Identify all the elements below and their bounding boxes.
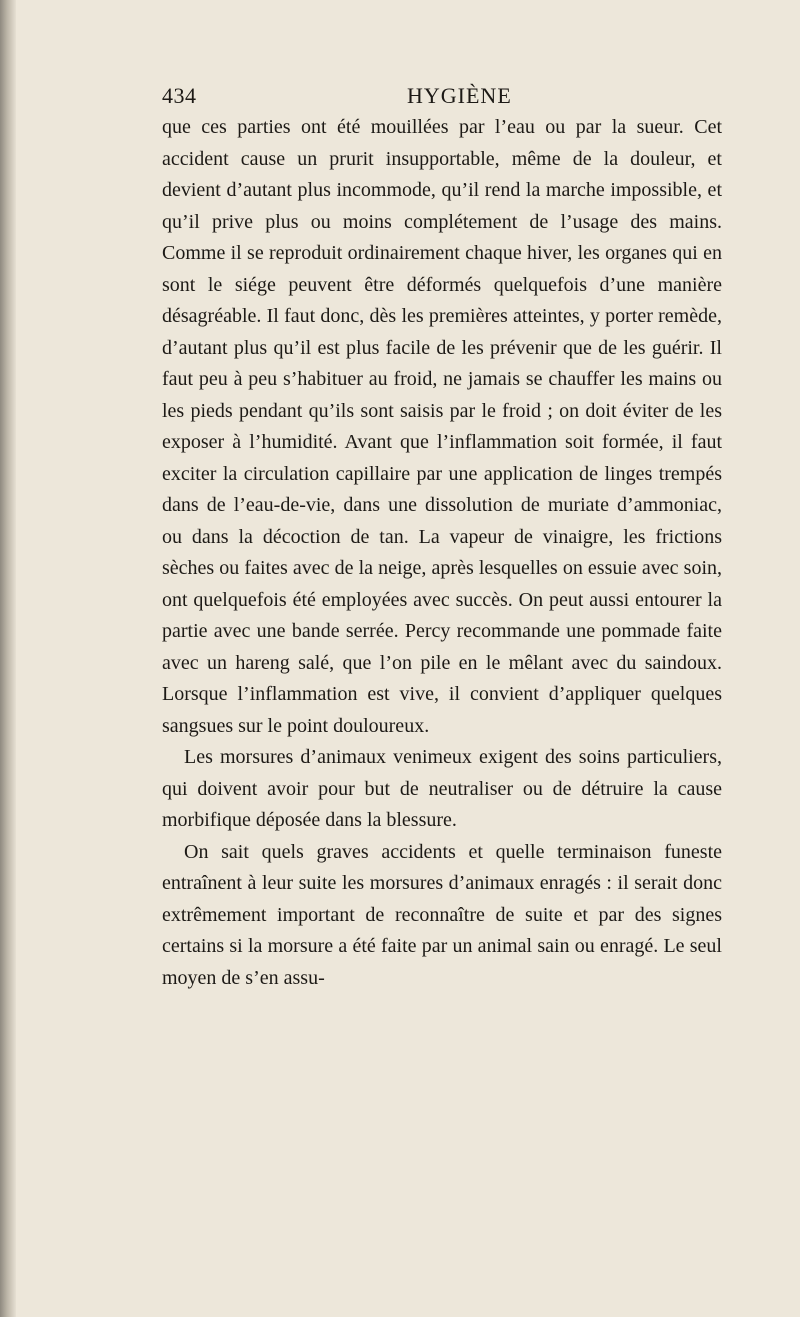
paragraph-venomous-bites: Les morsures d’animaux venimeux exigent des soins particuliers, qui doivent avoir pour but de neutraliser ou de détruire la cause morbifique déposée dans la blessure. bbox=[162, 746, 722, 831]
body-text bbox=[162, 112, 722, 994]
paragraph-continuation: que ces parties ont été mouillées par l’eau ou par la sueur. Cet accident cause un prurit insupportable, même de la douleur, et devient d’autant plus incommode, qu’il rend la marche impossible, et qu’il prive plus ou moins complétement de l’usage des mains. Comme il se reproduit ordinairement chaque hiver, les organes qui en sont le siége peuvent être déformés quelquefois d’une manière désagréable. Il faut donc, dès les premières atteintes, y porter remède, d’autant plus qu’il est plus facile de les prévenir que de les guérir. Il faut peu à peu s’habituer au froid, ne jamais se chauffer les mains ou les pieds pendant qu’ils sont saisis par le froid ; on doit éviter de les exposer à l’humidité. Avant que l’inflammation soit formée, il faut exciter la circulation capillaire par une application de linges trempés dans de l’eau-de-vie, dans une dissolution de muriate d’ammoniac, ou dans la décoction de tan. La vapeur de vinaigre, les frictions sèches ou faites avec de la neige, après lesquelles on essuie avec soin, ont quelquefois été employées avec succès. On peut aussi entourer la partie avec une bande serrée. Percy recommande une pommade faite avec un hareng salé, que l’on pile en le mêlant avec du saindoux. Lorsque l’inflammation est vive, il convient d’appliquer quelques sangsues sur le point douloureux. bbox=[162, 116, 722, 737]
running-title: HYGIÈNE bbox=[407, 83, 512, 108]
page-number: 434 bbox=[162, 83, 197, 108]
paragraph-rabid-bites: On sait quels graves accidents et quelle terminaison funeste entraînent à leur suite les morsures d’animaux enragés : il serait donc extrêmement important de reconnaître de suite et par des signes certains si la morsure a été faite par un animal sain ou enragé. Le seul moyen de s’en assu- bbox=[162, 840, 722, 989]
page-binding-edge bbox=[0, 0, 16, 1317]
page-header bbox=[162, 80, 722, 112]
